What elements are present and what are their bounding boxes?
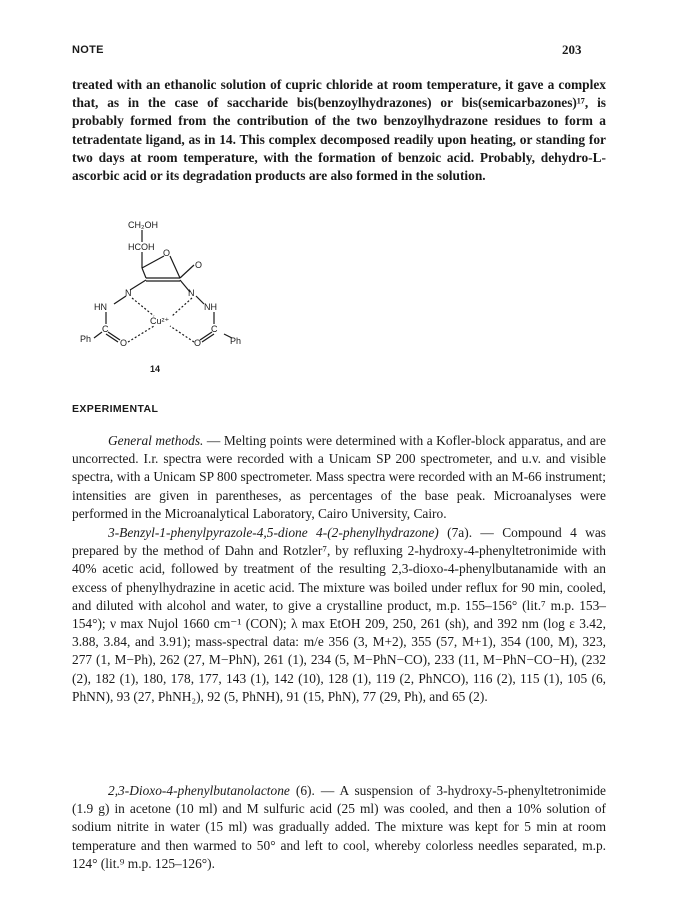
- atom-c-left: C: [102, 324, 109, 334]
- compound-6-label: (6).: [289, 783, 315, 798]
- atom-ring-oxygen: O: [163, 248, 171, 258]
- atom-hcoh: HCOH: [128, 242, 155, 252]
- atom-o-right: O: [194, 338, 202, 348]
- atom-n-right: N: [188, 288, 195, 298]
- chemical-structure-14: [80, 210, 280, 390]
- atom-nh: NH: [204, 302, 217, 312]
- running-head: NOTE: [72, 44, 104, 56]
- atom-c-right: C: [211, 324, 218, 334]
- page-number: 203: [562, 42, 582, 57]
- compound-7a-text: — Compound 4 was prepared by the method of Dahn and Rotzler⁷, by refluxing 2-hydroxy-4-phenyltetronimide with 40% acetic acid, followed by treatment of the resulting 2,3-dioxo-4-phenylbutanamide with an excess of phenylhydrazine in acetic acid. The mixture was boiled under reflux for 90 min, cooled, and diluted with alcohol and water, to give a crystalline product, m.p. 155–156° (lit.⁷ m.p. 153–154°); ν max Nujol 1660 cm⁻¹ (CON); λ max EtOH 209, 250, 261 (sh), and 392 nm (log ε 3.42, 3.88, 3.84, and 3.91); mass-spectral data: m/e 356 (3, M+2), 355 (57, M+1), 354 (100, M), 323, 277 (1, M−Ph), 262 (27, M−PhN), 261 (1), 234 (5, M−PhN−CO), 233 (11, M−PhN−CO−H), (232 (2), 182 (1), 180, 178, 177, 143 (1), 142 (10), 128 (1), 119 (2, PhNCO), 116 (2), 115 (1), 105 (6, PhNN), 93 (27, PhNH₂), 92 (5, PhNH), 91 (15, PhN), 77 (29, Ph), and 65 (2).: [72, 525, 606, 704]
- atom-ph-left: Ph: [80, 334, 92, 344]
- intro-paragraph: [72, 76, 606, 185]
- atom-carbonyl-oxygen: O: [195, 260, 203, 270]
- compound-number-14: 14: [150, 364, 161, 374]
- compound-7a-paragraph: [72, 524, 606, 706]
- compound-6-paragraph: [72, 782, 606, 873]
- atom-ph-right: Ph: [230, 336, 242, 346]
- general-methods-paragraph: [72, 432, 606, 523]
- atom-hn: HN: [94, 302, 107, 312]
- atom-n-left: N: [125, 288, 132, 298]
- intro-paragraph-text: treated with an ethanolic solution of cupric chloride at room temperature, it gave a complex that, as in the case of saccharide bis(benzoylhydrazones) or bis(semicarbazones)¹⁷, is probably formed from the contribution of the two benzoylhydrazone residues to form a tetradentate ligand, as in 14. This complex decomposed readily upon heating, or standing for two days at room temperature, with the formation of benzoic acid. Probably, dehydro-L-ascorbic acid or its degradation products are also formed in the solution.: [72, 77, 606, 184]
- general-methods-text: — Melting points were determined with a Kofler-block apparatus, and are uncorrected. I.r. spectra were recorded with a Unicam SP 200 spectrometer, and u.v. and visible spectra, with a Unicam SP 800 spectrometer. Mass spectra were recorded with an M-66 instrument; intensities are given in parentheses, as percentages of the base peak. Microanalyses were performed in the Microanalytical Laboratory, Cairo University, Cairo.: [72, 433, 606, 521]
- experimental-heading: EXPERIMENTAL: [72, 403, 159, 415]
- compound-6-title: 2,3-Dioxo-4-phenylbutanolactone: [108, 783, 290, 798]
- atom-o-left: O: [120, 338, 128, 348]
- compound-7a-title: 3-Benzyl-1-phenylpyrazole-4,5-dione 4-(2-phenylhydrazone): [108, 525, 439, 540]
- compound-6-text: — A suspension of 3-hydroxy-5-phenyltetronimide (1.9 g) in acetone (10 ml) and M sulfuric acid (25 ml) was cooled, and then a 10% solution of sodium nitrite in water (15 ml) was gradually added. The mixture was kept for 5 min at room temperature and then warmed to 50° and left to cool, whereby colorless needles separated, m.p. 124° (lit.⁹ m.p. 125–126°).: [72, 783, 606, 871]
- compound-7a-label: (7a).: [438, 525, 473, 540]
- atom-ch2oh: CH₂OH: [128, 220, 158, 230]
- atom-copper: Cu²⁺: [150, 316, 170, 326]
- general-methods-title: General methods.: [108, 433, 204, 448]
